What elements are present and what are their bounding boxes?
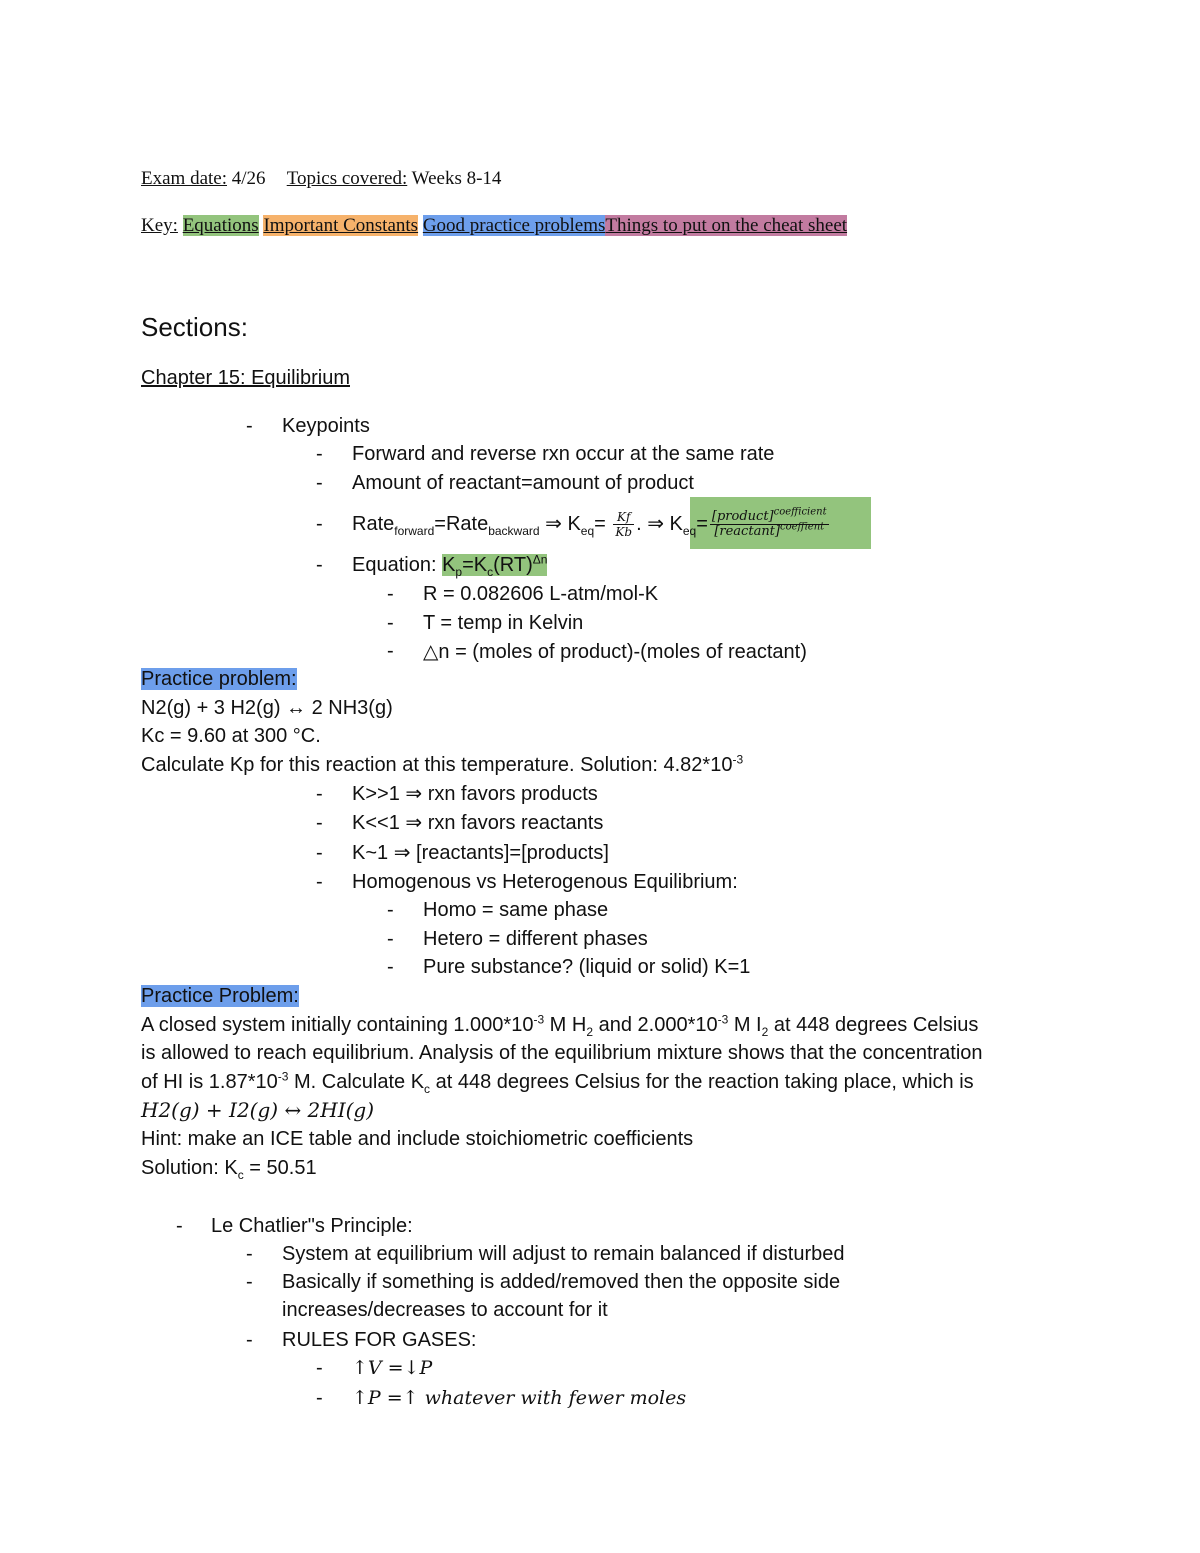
bullet-dash: - bbox=[316, 871, 323, 893]
bullet-dash: - bbox=[316, 554, 323, 576]
p2-text: M. Calculate K bbox=[288, 1071, 425, 1093]
k-small-rule: K<<1 ⇒ rxn favors reactants bbox=[352, 812, 604, 834]
subscript: 2 bbox=[761, 1025, 769, 1039]
practice1-kc: Kc = 9.60 at 300 °C. bbox=[141, 725, 321, 747]
delta-n-definition bbox=[423, 637, 807, 666]
practice-label: Practice problem: bbox=[141, 668, 297, 690]
rate-text: Rate bbox=[352, 513, 395, 535]
p2-text: at 448 degrees Celsius for the reaction taking place, which is bbox=[430, 1071, 974, 1093]
dot: . bbox=[636, 513, 642, 535]
rules-for-gases: RULES FOR GASES: bbox=[282, 1329, 477, 1351]
p2-text: A closed system initially containing 1.000*10 bbox=[141, 1014, 534, 1036]
hetero-def: Hetero = different phases bbox=[423, 928, 648, 950]
p2-solution-text: Solution: K bbox=[141, 1157, 238, 1179]
delta-n-text: n = (moles of product)-(moles of reactant) bbox=[438, 641, 807, 663]
key-equations: Equations bbox=[182, 215, 259, 236]
practice-problem-1 bbox=[141, 665, 297, 693]
bullet-dash: - bbox=[176, 1215, 183, 1237]
rate-equation bbox=[352, 506, 831, 540]
coefficient-sup: coefficient bbox=[773, 506, 827, 518]
bullet-dash: - bbox=[316, 1387, 323, 1409]
bullet-dash: - bbox=[387, 612, 394, 634]
kf-over-kb bbox=[613, 510, 634, 539]
topics-value: Weeks 8-14 bbox=[411, 168, 502, 189]
bullet-dash: - bbox=[316, 513, 323, 535]
p2-text: M H bbox=[544, 1014, 587, 1036]
practice2-equation: H2(g) + I2(g) ↔ 2HI(g) bbox=[141, 1098, 375, 1122]
practice-problem-2 bbox=[141, 982, 299, 1010]
subscript: c bbox=[424, 1082, 431, 1096]
keypoints-label: Keypoints bbox=[282, 415, 370, 437]
bullet-dash: - bbox=[316, 842, 323, 864]
backward-sub: backward bbox=[488, 524, 540, 538]
triangle-icon: △ bbox=[423, 639, 439, 663]
exponent: -3 bbox=[533, 1012, 545, 1027]
implies-arrow: ⇒ bbox=[647, 513, 664, 535]
frac-denominator bbox=[710, 521, 829, 540]
exam-info-line bbox=[141, 165, 501, 193]
p2-text: and 2.000*10 bbox=[593, 1014, 718, 1036]
practice2-solution bbox=[141, 1154, 317, 1182]
key-constants: Important Constants bbox=[263, 215, 419, 236]
subscript: 2 bbox=[586, 1025, 594, 1039]
bullet-dash: - bbox=[246, 1243, 253, 1265]
lechatlier-adjust: System at equilibrium will adjust to remain balanced if disturbed bbox=[282, 1243, 845, 1265]
eq-sub: eq bbox=[580, 524, 595, 538]
kf: Kf bbox=[613, 510, 634, 525]
practice2-line2: is allowed to reach equilibrium. Analysis of the equilibrium mixture shows that the concentration bbox=[141, 1042, 983, 1064]
topics-label: Topics covered: bbox=[286, 168, 408, 189]
bullet-dash: - bbox=[316, 1357, 323, 1379]
practice-label: Practice Problem: bbox=[141, 985, 299, 1007]
kc-k: =K bbox=[462, 554, 488, 576]
practice2-line1 bbox=[141, 1011, 978, 1039]
kp-sub: p bbox=[455, 565, 463, 579]
exponent: -3 bbox=[717, 1012, 729, 1027]
k-text: K bbox=[669, 513, 683, 535]
forward-sub: forward bbox=[394, 524, 435, 538]
homo-hetero: Homogenous vs Heterogenous Equilibrium: bbox=[352, 871, 738, 893]
bullet-dash: - bbox=[387, 899, 394, 921]
bullet-forward-reverse: Forward and reverse rxn occur at the same rate bbox=[352, 443, 775, 465]
k-one-rule: K~1 ⇒ [reactants]=[products] bbox=[352, 842, 609, 864]
r-constant: R = 0.082606 L-atm/mol-K bbox=[423, 583, 659, 605]
exponent: -3 bbox=[277, 1069, 289, 1084]
lechatlier-basic-1: Basically if something is added/removed then the opposite side bbox=[282, 1271, 841, 1293]
p2-solution-value: = 50.51 bbox=[243, 1157, 317, 1179]
equals: = bbox=[594, 513, 606, 535]
kp-k: K bbox=[442, 554, 456, 576]
practice1-question bbox=[141, 751, 743, 779]
practice2-line3 bbox=[141, 1068, 974, 1096]
bullet-dash: - bbox=[246, 415, 253, 437]
equation-kp bbox=[352, 551, 547, 579]
bullet-dash: - bbox=[246, 1329, 253, 1351]
practice2-hint: Hint: make an ICE table and include stoichiometric coefficients bbox=[141, 1128, 694, 1150]
bullet-dash: - bbox=[246, 1271, 253, 1293]
lechatlier-basic-2: increases/decreases to account for it bbox=[282, 1299, 608, 1321]
k-big-rule: K>>1 ⇒ rxn favors products bbox=[352, 783, 598, 805]
delta-n-sup: Δn bbox=[532, 552, 548, 567]
exponent: -3 bbox=[732, 752, 744, 767]
gas-rule-2: ↑P =↑ whatever with fewer moles bbox=[352, 1387, 687, 1409]
p2-text: M I bbox=[728, 1014, 762, 1036]
gas-rule-1: ↑V =↓P bbox=[352, 1357, 433, 1379]
practice1-question-text: Calculate Kp for this reaction at this temperature. Solution: 4.82*10 bbox=[141, 754, 733, 776]
kp-formula bbox=[442, 552, 548, 579]
kc-sub: c bbox=[487, 565, 494, 579]
key-cheat: Things to put on the cheat sheet bbox=[605, 215, 848, 236]
rt-term: (RT) bbox=[493, 554, 533, 576]
practice1-reaction: N2(g) + 3 H2(g) ↔ 2 NH3(g) bbox=[141, 697, 393, 719]
lechatlier-title: Le Chatlier"s Principle: bbox=[211, 1215, 413, 1237]
color-key bbox=[141, 212, 847, 240]
k-text: K bbox=[567, 513, 581, 535]
sections-title: Sections: bbox=[141, 312, 248, 342]
reactant: [reactant] bbox=[714, 524, 780, 540]
p2-text: of HI is 1.87*10 bbox=[141, 1071, 278, 1093]
homo-def: Homo = same phase bbox=[423, 899, 609, 921]
kb: Kb bbox=[615, 525, 633, 540]
eq-sub: eq bbox=[682, 524, 697, 538]
coeffient-sup: coeffient bbox=[779, 521, 825, 533]
equation-label: Equation: bbox=[352, 554, 437, 576]
subscript: c bbox=[237, 1168, 244, 1182]
key-practice: Good practice problems bbox=[422, 215, 606, 236]
equals: = bbox=[696, 513, 708, 535]
implies-arrow: ⇒ bbox=[545, 513, 562, 535]
p2-text: at 448 degrees Celsius bbox=[768, 1014, 979, 1036]
pure-substance: Pure substance? (liquid or solid) K=1 bbox=[423, 956, 751, 978]
product: [product] bbox=[711, 509, 774, 525]
bullet-dash: - bbox=[387, 956, 394, 978]
exam-date-value: 4/26 bbox=[231, 168, 266, 189]
bullet-dash: - bbox=[387, 928, 394, 950]
t-definition: T = temp in Kelvin bbox=[423, 612, 584, 634]
bullet-dash: - bbox=[316, 443, 323, 465]
bullet-dash: - bbox=[387, 640, 394, 662]
bullet-amount: Amount of reactant=amount of product bbox=[352, 472, 694, 494]
chapter-title: Chapter 15: Equilibrium bbox=[141, 367, 350, 389]
rate-eq-text: =Rate bbox=[434, 513, 489, 535]
bullet-dash: - bbox=[387, 583, 394, 605]
bullet-dash: - bbox=[316, 472, 323, 494]
key-label: Key: bbox=[141, 215, 178, 236]
product-over-reactant bbox=[710, 506, 829, 540]
bullet-dash: - bbox=[316, 812, 323, 834]
bullet-dash: - bbox=[316, 783, 323, 805]
exam-date-label: Exam date: bbox=[141, 168, 227, 189]
